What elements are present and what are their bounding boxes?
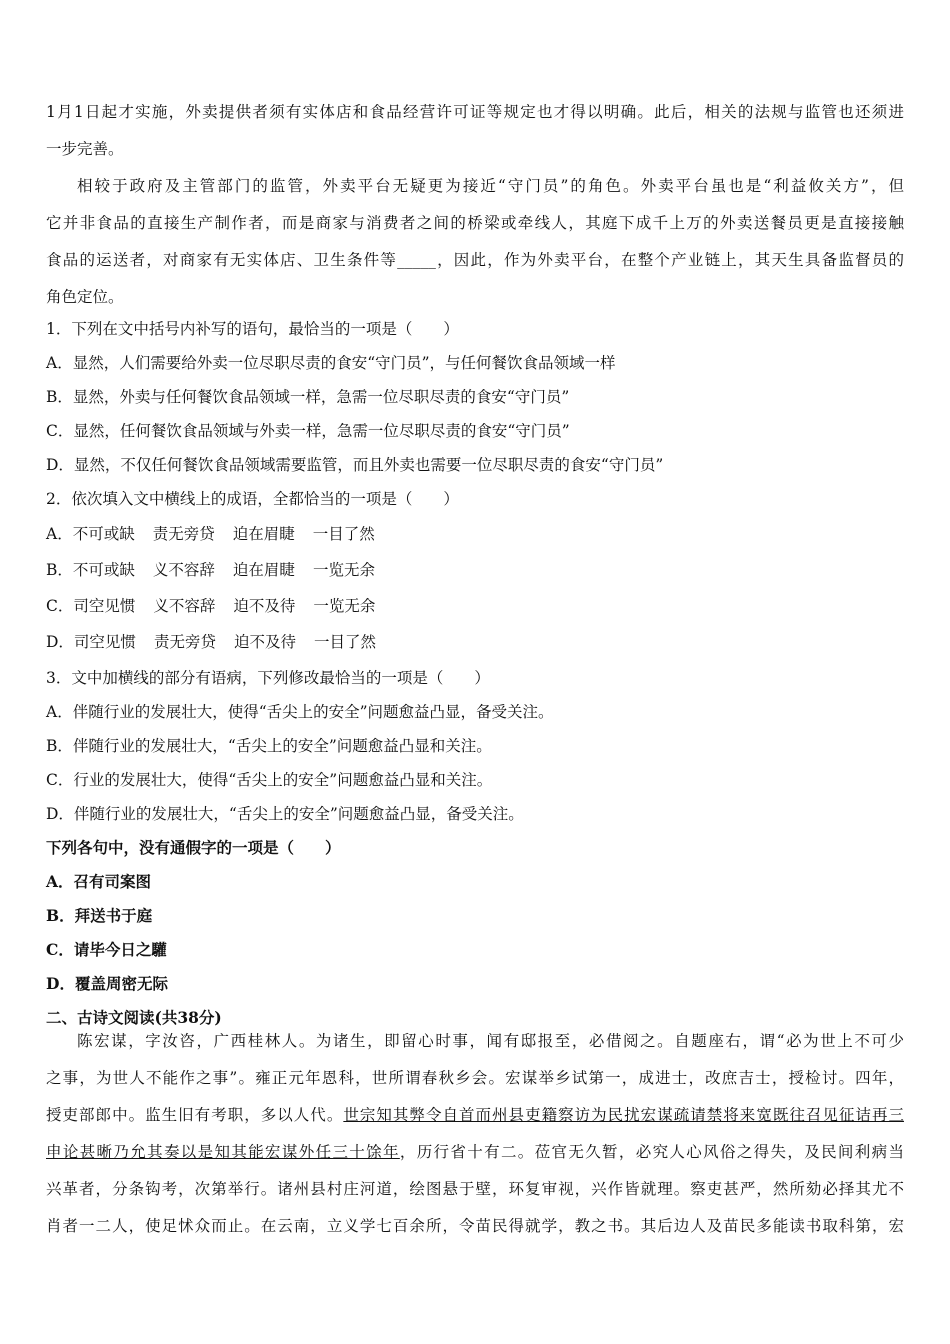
question-4-option-c: C．请毕今日之驩 bbox=[46, 940, 167, 959]
option-word: D．司空见惯 bbox=[46, 633, 136, 651]
passage-line: 肖者一二人，使足怵众而止。在云南，立义学七百余所，令苗民得就学，教之书。其后边人及苗民多能读书取科第，宏 bbox=[46, 1217, 904, 1235]
passage-line: 相较于政府及主管部门的监管，外卖平台无疑更为接近“守门员”的角色。外卖平台虽也是“利益攸关方”，但 bbox=[77, 177, 904, 195]
passage-line: 1月1日起才实施，外卖提供者须有实体店和食品经营许可证等规定也才得以明确。此后，相关的法规与监管也还须进 bbox=[46, 103, 904, 121]
option-word: A．不可或缺 bbox=[46, 525, 135, 543]
passage-line: 一步完善。 bbox=[46, 140, 124, 158]
question-2-option-c bbox=[46, 594, 904, 618]
question-3-stem: 3．文中加横线的部分有语病，下列修改最恰当的一项是（ ） bbox=[46, 669, 490, 687]
passage-line: 食品的运送者，对商家有无实体店、卫生条件等_____，因此，作为外卖平台，在整个产业链上，其天生具备监督员的 bbox=[46, 251, 904, 269]
question-3-option-a: A．伴随行业的发展壮大，使得“舌尖上的安全”问题愈益凸显，备受关注。 bbox=[46, 703, 554, 721]
underlined-text: 世宗知其弊令自首而州县吏籍察访为民扰宏谋疏请禁将来宽既往召见征诘再三 bbox=[343, 1106, 904, 1124]
question-3-option-c: C．行业的发展壮大，使得“舌尖上的安全”问题愈益凸显和关注。 bbox=[46, 771, 493, 789]
question-3-option-b: B．伴随行业的发展壮大，“舌尖上的安全”问题愈益凸显和关注。 bbox=[46, 737, 492, 755]
question-2-option-b bbox=[46, 558, 904, 582]
passage-text: ，历行省十有二。莅官无久暂，必究人心风俗之得失，及民间利病当 bbox=[399, 1143, 904, 1161]
question-1-option-c: C．显然，任何餐饮食品领域与外卖一样，急需一位尽职尽责的食安“守门员” bbox=[46, 422, 570, 440]
option-word: 一目了然 bbox=[312, 525, 375, 543]
question-4-option-b: B．拜送书于庭 bbox=[46, 906, 153, 925]
question-2-stem: 2．依次填入文中横线上的成语，全都恰当的一项是（ ） bbox=[46, 490, 459, 508]
passage-line bbox=[46, 1134, 904, 1171]
option-word: 迫在眉睫 bbox=[232, 561, 295, 579]
option-word: 迫在眉睫 bbox=[232, 525, 295, 543]
option-word: 义不容辞 bbox=[153, 597, 216, 615]
option-word: C．司空见惯 bbox=[46, 597, 136, 615]
question-2-option-a bbox=[46, 522, 904, 546]
option-word: 一览无余 bbox=[313, 597, 376, 615]
option-word: B．不可或缺 bbox=[46, 561, 135, 579]
question-3-option-d: D．伴随行业的发展壮大，“舌尖上的安全”问题愈益凸显，备受关注。 bbox=[46, 805, 524, 823]
passage-line: 它并非食品的直接生产制作者，而是商家与消费者之间的桥梁或牵线人，其庭下成千上万的外卖送餐员更是直接接触 bbox=[46, 214, 904, 232]
option-word: 责无旁贷 bbox=[152, 525, 215, 543]
passage-line: 兴革者，分条钩考，次第举行。诸州县村庄河道，绘图悬于壁，环复审视，兴作皆就理。察吏甚严，然所劾必择其尤不 bbox=[46, 1180, 904, 1198]
underlined-text: 申论甚晰乃允其奏以是知其能宏谋外任三十馀年 bbox=[46, 1143, 400, 1161]
question-4-option-a: A．召有司案图 bbox=[46, 872, 152, 891]
question-2-option-d bbox=[46, 630, 904, 654]
question-1-option-b: B．显然，外卖与任何餐饮食品领域一样，急需一位尽职尽责的食安“守门员” bbox=[46, 388, 570, 406]
question-1-stem: 1．下列在文中括号内补写的语句，最恰当的一项是（ ） bbox=[46, 320, 459, 338]
option-word: 迫不及待 bbox=[233, 597, 296, 615]
section-heading: 二、古诗文阅读(共38分) bbox=[46, 1008, 222, 1027]
passage-line: 角色定位。 bbox=[46, 288, 124, 306]
passage-line bbox=[46, 1097, 904, 1134]
question-1-option-a: A．显然，人们需要给外卖一位尽职尽责的食安“守门员”，与任何餐饮食品领域一样 bbox=[46, 354, 616, 372]
question-4-stem: 下列各句中，没有通假字的一项是（ ） bbox=[46, 838, 341, 857]
option-word: 责无旁贷 bbox=[153, 633, 216, 651]
option-word: 义不容辞 bbox=[152, 561, 215, 579]
passage-line: 陈宏谋，字汝咨，广西桂林人。为诸生，即留心时事，闻有邸报至，必借阅之。自题座右，谓“必为世上不可少 bbox=[77, 1032, 904, 1050]
option-word: 一目了然 bbox=[313, 633, 376, 651]
option-word: 迫不及待 bbox=[233, 633, 296, 651]
passage-line: 之事，为世人不能作之事”。雍正元年恩科，世所谓春秋乡会。宏谋举乡试第一，成进士，改庶吉士，授检讨。四年， bbox=[46, 1069, 904, 1087]
question-4-option-d: D．覆盖周密无际 bbox=[46, 974, 168, 993]
option-word: 一览无余 bbox=[312, 561, 375, 579]
passage-text: 授吏部郎中。监生旧有考职，多以人代。 bbox=[46, 1106, 344, 1124]
question-1-option-d: D．显然，不仅任何餐饮食品领域需要监管，而且外卖也需要一位尽职尽责的食安“守门员” bbox=[46, 456, 664, 474]
